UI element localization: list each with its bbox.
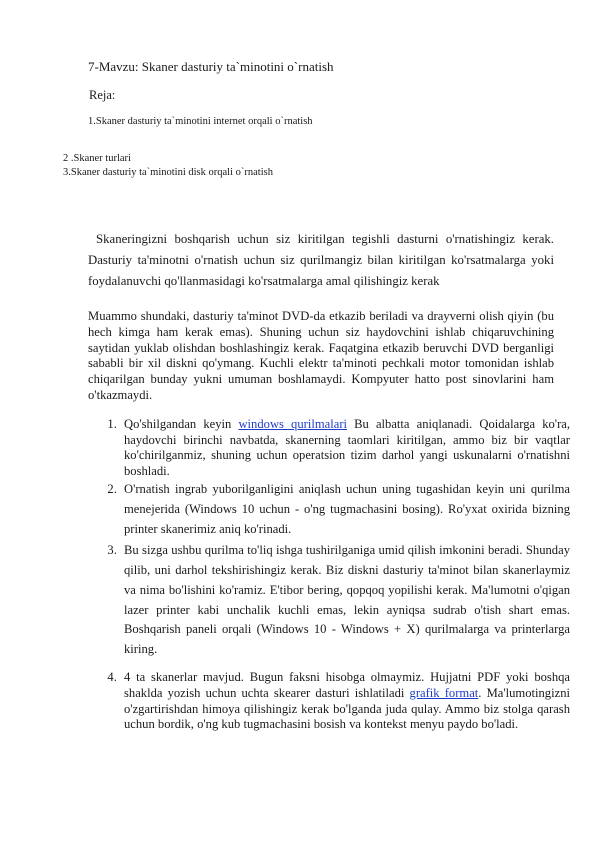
intro-paragraph: Skaneringizni boshqarish uchun siz kiritilgan tegishli dasturni o'rnatishingiz kerak. Dasturiy ta'minotni o'rnatish uchun siz qurilmangiz bilan kiritilgan ko'rsatmalarga yoki foydalanuvchi qo'llanmasidagi ko'rsatmalarga amal qilishingiz kerak: [88, 232, 554, 288]
list-item: [120, 670, 570, 733]
windows-devices-link[interactable]: windows qurilmalari: [238, 417, 348, 431]
plan-item-2: 2 .Skaner turlari: [63, 153, 131, 164]
problem-paragraph: Muammo shundaki, dasturiy ta'minot DVD-da etkazib beriladi va drayverni olish qiyin (bu hech kimga ham kerak emas). Shuning uchun siz haydovchini ishlab chiqaruvchining saytidan yuklab olishdan boshlashingiz kerak. Faqatgina etkazib beruvchi DVD berganligi sababli bir xil diskni qo'ymang. Kuchli elektr ta'minoti pechkali motor tomonidan ishlab chiqarilgan bunday yukni umuman boshlamaydi. Kompyuter hatto post sinovlarini ham o'tkazmaydi.: [88, 309, 554, 402]
graphic-format-link[interactable]: grafik format: [409, 685, 479, 700]
list-item: 3. Bu sizga ushbu qurilma to'liq ishga tushirilganiga umid qilish imkonini beradi. Shunday qilib, uni darhol tekshirishingiz kerak. Biz diskni dasturiy ta'minot bilan skanerlaymiz va nima bo'lishini ko'ramiz. E'tibor bering, qopqoq yopilishi kerak. Ma'lumotni o'qigan lazer printer kabi unchalik kuchli emas, lekin ayniqsa sudrab o'tish shart emas. Boshqarish paneli orqali (Windows 10 - Windows + X) qurilmalarga va printerlarga kiring.: [120, 541, 570, 660]
plan-item-3: 3.Skaner dasturiy ta`minotini disk orqali o`rnatish: [63, 167, 273, 178]
step-4-text-start: 4 ta skanerlar mavjud. Bugun faksni hisobga olmaymiz. Hujjatni PDF yoki boshqa shaklda yozish uchun uchta skearer dasturi ishlatiladi: [124, 669, 570, 700]
steps-list: [104, 417, 570, 733]
plan-item-1: 1.Skaner dasturiy ta`minotini internet orqali o`rnatish: [88, 116, 313, 127]
document-title: 7-Mavzu: Skaner dasturiy ta`minotini o`rnatish: [88, 59, 334, 74]
step-1-text-start: Qo'shilgandan keyin: [124, 417, 239, 431]
step-4-text-end: . Ma'lumotingizni o'zgartirishdan himoya qilishingiz kerak bo'lganda juda qulay. Ammo biz stolga qarash uchun bordik, o'ng kub tugmachasini bosish va kontekst menyu paydo bo'ladi.: [124, 685, 570, 732]
list-item: 2. O'rnatish ingrab yuborilganligini aniqlash uchun uning tugashidan keyin uni qurilma menejerida (Windows 10 uchun - o'ng tugmachasini bosing). Ro'yxat oxirida bizning printer skanerimiz aniq ko'rinadi.: [120, 480, 570, 539]
plan-heading: Reja:: [89, 88, 116, 102]
list-item: [120, 417, 570, 479]
step-1-text-end: Bu albatta aniqlanadi. Qoidalarga ko'ra, haydovchi birinchi navbatda, skanerning taomlari kiritilgan, ammo biz bir vaqtlar ko'chirilganmiz, shuning uchun operatsion tizim darhol yangi uskunalarni o'rnatishni boshladi.: [124, 417, 570, 478]
